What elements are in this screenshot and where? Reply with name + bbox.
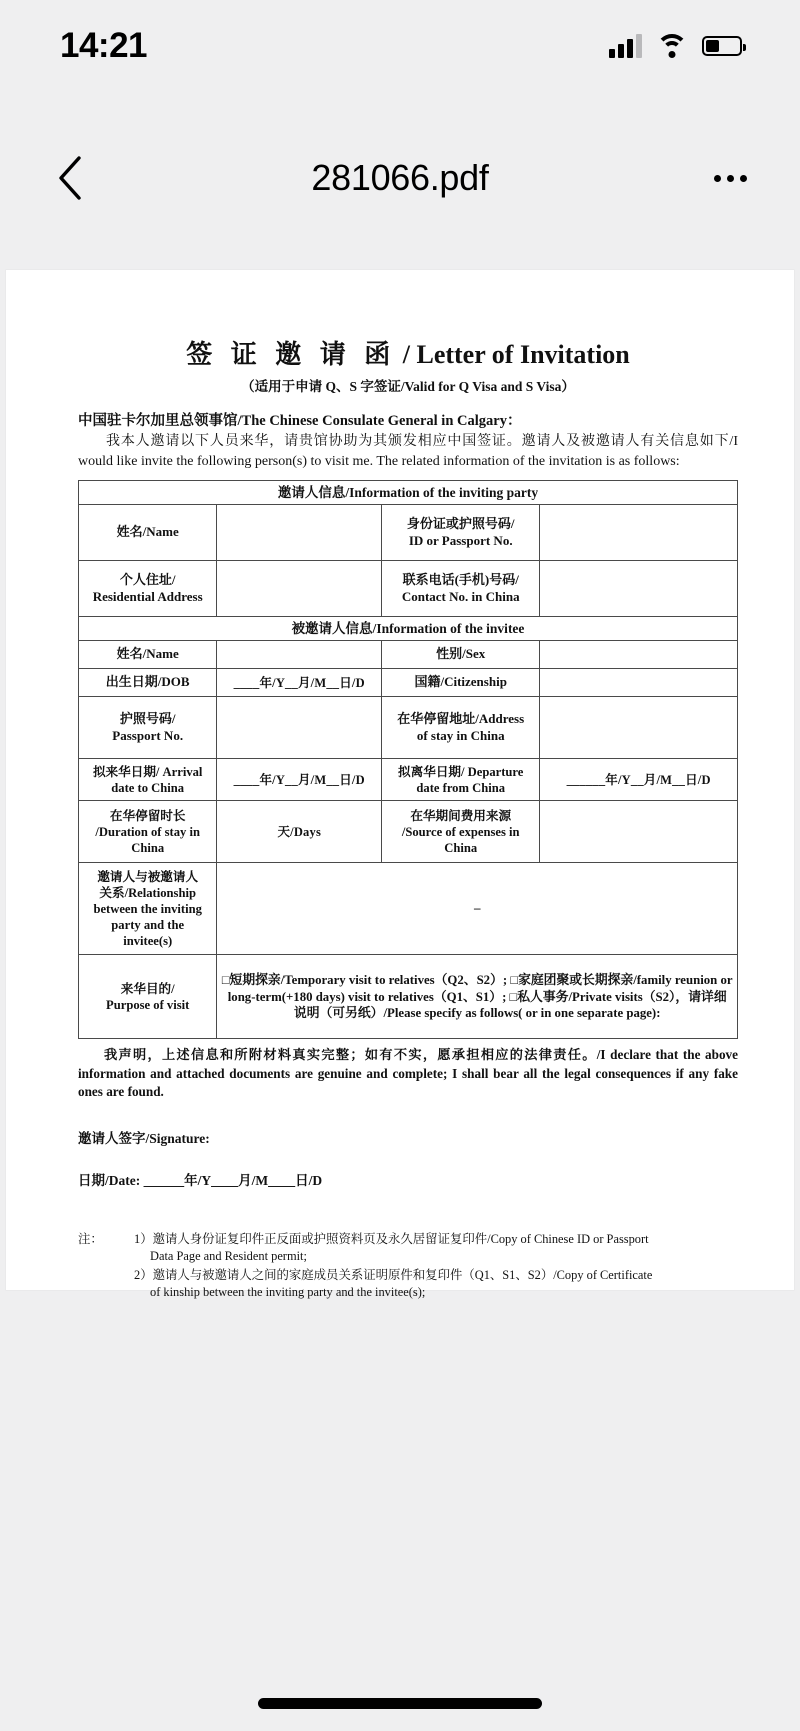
- field-departure-date[interactable]: ______年/Y__月/M__日/D: [540, 759, 738, 801]
- label-invitee-passport-cn: 护照号码/: [119, 711, 176, 727]
- back-button[interactable]: [44, 152, 96, 204]
- label-inviter-address-cn: 个人住址/: [119, 571, 176, 587]
- label-relationship-4: party and the: [111, 917, 185, 932]
- table-row-duration-source: [79, 801, 738, 863]
- label-arrival-cn: 拟来华日期/ Arrival: [92, 764, 203, 779]
- invitation-form-table: [78, 480, 738, 1040]
- date-label: 日期/Date: ______年/Y____月/M____日/D: [78, 1172, 323, 1188]
- chevron-left-icon: [57, 155, 83, 201]
- label-inviter-name: 姓名/Name: [79, 505, 217, 561]
- notes-block: [78, 1231, 738, 1302]
- field-inviter-id[interactable]: [540, 505, 738, 561]
- pdf-page: [6, 270, 794, 1300]
- note-item: [134, 1267, 738, 1302]
- label-inviter-id: [382, 505, 540, 561]
- label-invitee-passport: [79, 697, 217, 759]
- label-arrival-en: date to China: [111, 780, 185, 795]
- cellular-signal-icon: [609, 34, 642, 58]
- label-duration-en2: China: [131, 840, 165, 855]
- wifi-icon: [656, 34, 688, 58]
- home-indicator[interactable]: [258, 1698, 542, 1709]
- notes-list: [134, 1231, 738, 1302]
- document-title: 281066.pdf: [311, 157, 489, 198]
- title-chinese: 签 证 邀 请 函: [186, 340, 397, 369]
- label-departure-en: date from China: [416, 780, 506, 795]
- field-inviter-address[interactable]: [217, 561, 382, 617]
- declaration-paragraph: 我声明，上述信息和所附材料真实完整；如有不实，愿承担相应的法律责任。/I declare that the above information and attached documents are genuine and complete; I shall bear all the legal consequences if any fake ones are found.: [78, 1047, 738, 1099]
- label-inviter-address: [79, 561, 217, 617]
- intro-paragraph: 我本人邀请以下人员来华，请贵馆协助为其颁发相应中国签证。邀请人及被邀请人有关信息如下/I would like invite the following person(s) to visit me. The related information of the invitation is as follows:: [78, 434, 738, 469]
- table-row-purpose: [79, 955, 738, 1039]
- label-address-of-stay-cn: 在华停留地址/Address: [397, 711, 525, 727]
- table-row-inviter-name: [79, 505, 738, 561]
- label-inviter-contact-en: Contact No. in China: [401, 588, 520, 604]
- field-invitee-name[interactable]: [217, 641, 382, 669]
- note-item-continuation: Data Page and Resident permit;: [150, 1249, 307, 1264]
- notes-label: 注：: [78, 1231, 103, 1246]
- status-bar: [0, 0, 800, 92]
- label-departure-date: [382, 759, 540, 801]
- table-row-inviter-address: [79, 561, 738, 617]
- field-invitee-dob[interactable]: ____年/Y__月/M__日/D: [217, 669, 382, 697]
- label-address-of-stay: [382, 697, 540, 759]
- field-invitee-sex[interactable]: [540, 641, 738, 669]
- title-separator: /: [402, 340, 410, 369]
- more-options-button[interactable]: [704, 152, 756, 204]
- label-invitee-name: 姓名/Name: [79, 641, 217, 669]
- battery-icon: [702, 36, 742, 56]
- field-duration-days[interactable]: 天/Days: [217, 801, 382, 863]
- section-invitee: 被邀请人信息/Information of the invitee: [79, 617, 738, 641]
- section-inviting-party: 邀请人信息/Information of the inviting party: [79, 480, 738, 504]
- label-inviter-id-cn: 身份证或护照号码/: [406, 515, 515, 531]
- field-source-of-expenses[interactable]: [540, 801, 738, 863]
- status-indicators: [609, 34, 742, 58]
- label-invitee-sex: 性别/Sex: [382, 641, 540, 669]
- field-address-of-stay[interactable]: [540, 697, 738, 759]
- document-body: [78, 334, 738, 1302]
- note-item-continuation: of kinship between the inviting party and the invitee(s);: [150, 1285, 426, 1300]
- label-duration-en1: /Duration of stay in: [95, 824, 200, 839]
- label-purpose-cn: 来华目的/: [120, 981, 175, 996]
- page-title: [78, 334, 738, 371]
- note-item: [134, 1231, 738, 1266]
- table-row-invitee-name: [79, 641, 738, 669]
- field-arrival-date[interactable]: ____年/Y__月/M__日/D: [217, 759, 382, 801]
- nav-bar: [0, 92, 800, 264]
- table-row-relationship: [79, 863, 738, 955]
- table-row-invitee-passport: [79, 697, 738, 759]
- label-source-en2: China: [444, 840, 478, 855]
- label-relationship-2: 关系/Relationship: [99, 885, 196, 900]
- label-source-en1: /Source of expenses in: [401, 824, 520, 839]
- label-duration-of-stay: [79, 801, 217, 863]
- label-invitee-citizenship: 国籍/Citizenship: [382, 669, 540, 697]
- page-subtitle: （适用于申请 Q、S 字签证/Valid for Q Visa and S Visa）: [241, 379, 575, 394]
- label-address-of-stay-en: of stay in China: [416, 727, 505, 743]
- field-invitee-citizenship[interactable]: [540, 669, 738, 697]
- field-relationship[interactable]: –: [217, 863, 738, 955]
- label-inviter-contact-cn: 联系电话(手机)号码/: [402, 571, 519, 587]
- table-row-arrival-departure: [79, 759, 738, 801]
- field-inviter-contact[interactable]: [540, 561, 738, 617]
- label-source-cn: 在华期间费用来源: [410, 808, 512, 823]
- label-inviter-contact: [382, 561, 540, 617]
- field-purpose-of-visit[interactable]: □短期探亲/Temporary visit to relatives（Q2、S2）; □家庭团聚或长期探亲/family reunion or long-term(+180 days) visit to relatives（Q1、S1）; □私人事务/Private visits（S2），请详细说明（可另纸）/Please specify as follows( or in one separate page):: [217, 955, 738, 1039]
- pdf-viewer[interactable]: [0, 270, 800, 1300]
- label-purpose-of-visit: [79, 955, 217, 1039]
- table-row-section-invitee: [79, 617, 738, 641]
- status-time: 14:21: [60, 26, 148, 65]
- label-relationship-5: invitee(s): [123, 933, 173, 948]
- consulate-heading: 中国驻卡尔加里总领事馆/The Chinese Consulate General in Calgary：: [78, 413, 522, 429]
- label-invitee-dob: 出生日期/DOB: [79, 669, 217, 697]
- label-departure-cn: 拟离华日期/ Departure: [398, 764, 524, 779]
- field-invitee-passport[interactable]: [217, 697, 382, 759]
- label-arrival-date: [79, 759, 217, 801]
- label-invitee-passport-en: Passport No.: [112, 727, 184, 743]
- table-row-invitee-dob: [79, 669, 738, 697]
- label-inviter-id-en: ID or Passport No.: [408, 532, 513, 548]
- title-english: Letter of Invitation: [416, 340, 630, 369]
- note-item-text: 2）邀请人与被邀请人之间的家庭成员关系证明原件和复印件（Q1、S1、S2）/Copy of Certificate: [134, 1267, 653, 1282]
- label-relationship: [79, 863, 217, 955]
- label-duration-cn: 在华停留时长: [109, 808, 186, 823]
- label-source-of-expenses: [382, 801, 540, 863]
- label-relationship-1: 邀请人与被邀请人: [97, 869, 199, 884]
- ellipsis-icon: [714, 175, 721, 182]
- note-item-text: 1）邀请人身份证复印件正反面或护照资料页及永久居留证复印件/Copy of Chinese ID or Passport: [134, 1231, 649, 1246]
- signature-label: 邀请人签字/Signature:: [78, 1130, 210, 1146]
- label-purpose-en: Purpose of visit: [106, 997, 190, 1012]
- label-inviter-address-en: Residential Address: [92, 588, 203, 604]
- table-row-section-inviting: [79, 480, 738, 504]
- label-relationship-3: between the inviting: [93, 901, 202, 916]
- field-inviter-name[interactable]: [217, 505, 382, 561]
